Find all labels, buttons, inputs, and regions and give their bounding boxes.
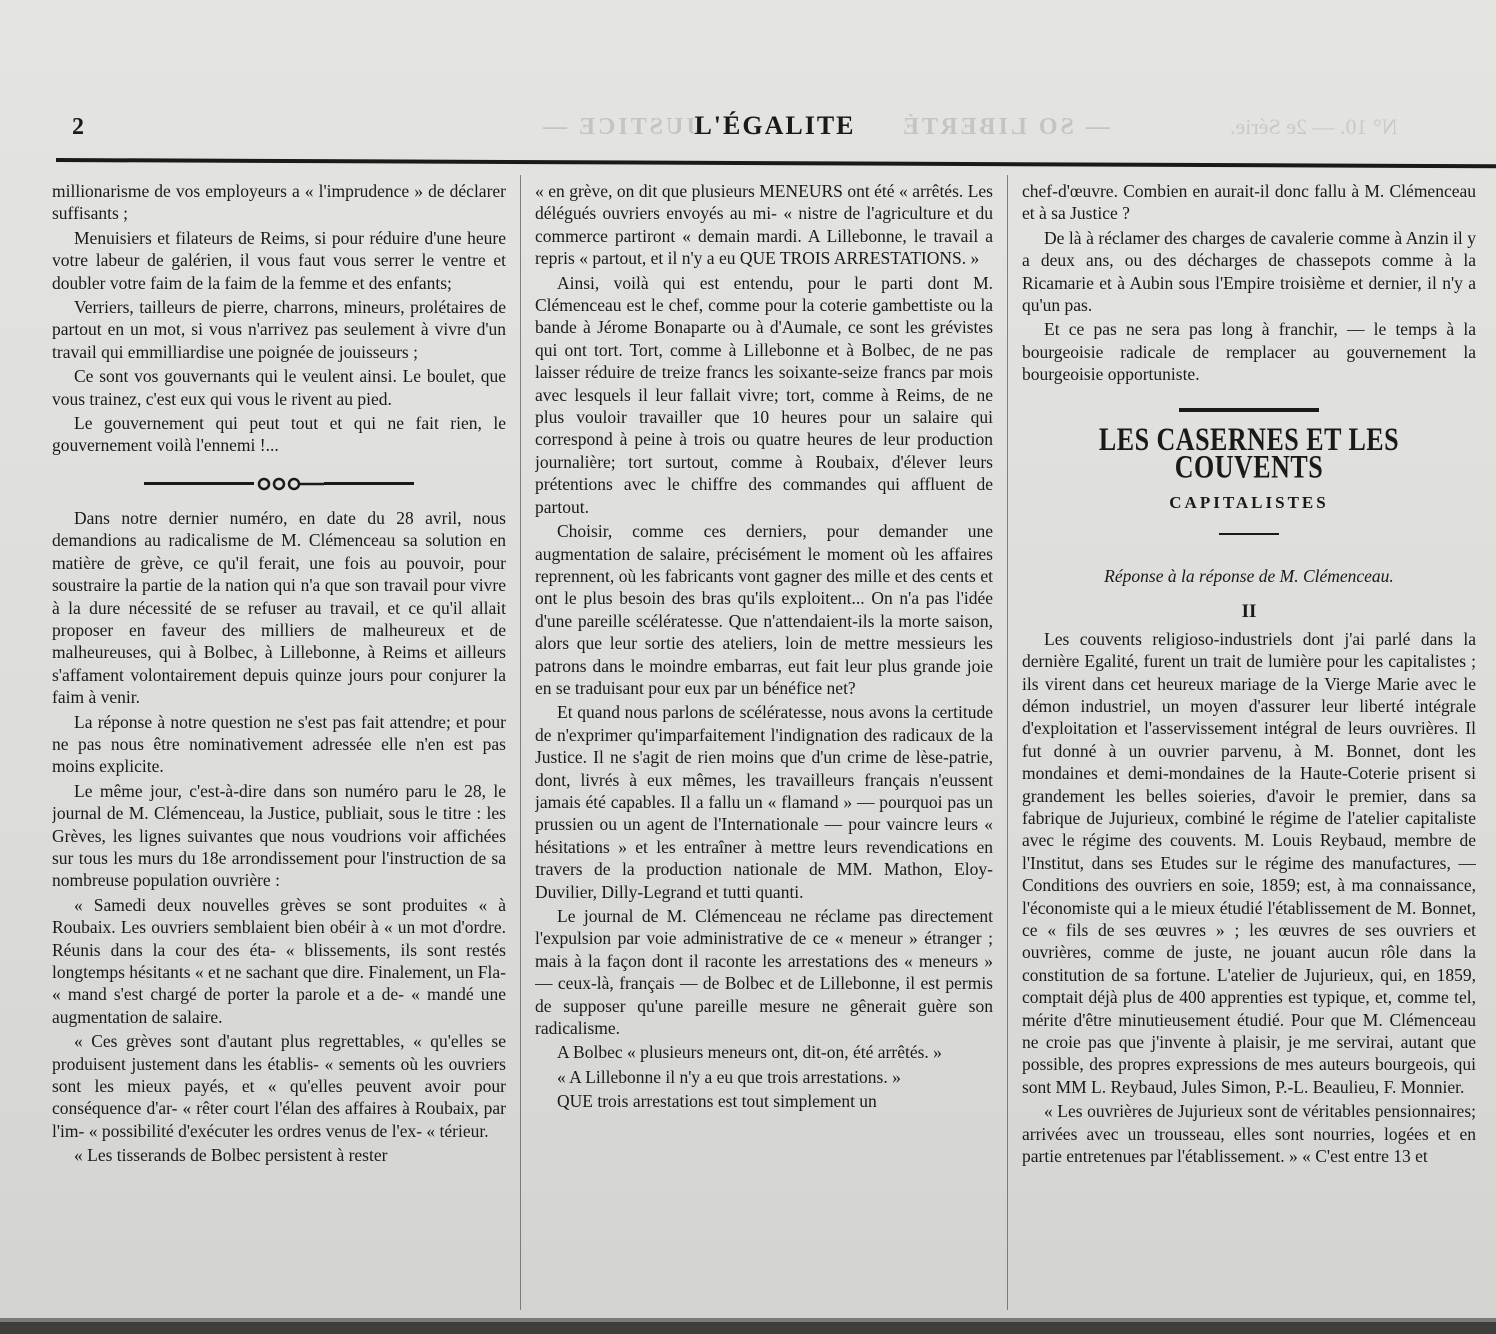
section-ornament [52, 477, 506, 491]
paragraph: Et ce pas ne sera pas long à franchir, — le temps à la bourgeoisie radicale de remplacer au gouvernement la bourgeoisie opportuniste. [1022, 319, 1476, 385]
quote-paragraph: « Les tisserands de Bolbec persistent à rester [74, 1145, 388, 1166]
header-rule [56, 158, 1496, 168]
paragraph: Choisir, comme ces derniers, pour demander une augmentation de salaire, précisément le moment où les affaires reprennent, où les fabricants vont gagner des mille et des cents et ont le plus besoin des bras qu'ils exploitent... On n'a pas l'idée d'une pareille scélératesse. Que n'attendaient-ils la morte saison, alors que leur sortie des ateliers, loin de mettre messieurs les patrons dans le moindre embarras, eut fait leur plus grande joie en se traduisant pour eux par un bénéfice net? [535, 521, 993, 698]
paragraph: De là à réclamer des charges de cavalerie comme à Anzin il y a deux ans, ou des décharges de chassepots comme à la Ricamarie et à Aubin sous l'Empire troisième et dernier, il n'y a qu'un pas. [1022, 227, 1476, 316]
paragraph: La réponse à notre question ne s'est pas fait attendre; et pour ne pas nous être nominativement adressée elle n'en est pas moins explicite. [52, 711, 506, 777]
show-through-text: JUSTICE — [540, 114, 699, 140]
page-number: 2 [72, 114, 84, 140]
headline-rule [1022, 533, 1476, 535]
quote-paragraph: « en grève, on dit que plusieurs MENEURS ont été « arrêtés. Les délégués ouvriers envoyés au mi- « nistre de l'agriculture et du commerce partiront « demain mardi. A Lillebonne, le travail a repris « partout, et il n'y a eu QUE TROIS ARRESTATIONS. » [535, 181, 993, 269]
column-3 [1022, 180, 1476, 1310]
paragraph: Le même jour, c'est-à-dire dans son numéro paru le 28, le journal de M. Clémenceau, la Justice, publiait, sous le titre : les Grèves, les lignes suivantes que nous voudrions voir affichées sur tous les murs du 18e arrondissement pour l'instruction de sa nombreuse population ouvrière : [52, 780, 506, 891]
show-through-text: — SO LIBERTÉ [900, 114, 1110, 140]
paragraph: Les couvents religioso-industriels dont j'ai parlé dans la dernière Egalité, furent un trait de lumière pour les capitalistes ; ils virent dans cet heureux mariage de la Vierge Marie avec le démon industriel, un moyen d'assurer leur liberté intégrale d'exploitation et l'asservissement intégral de leurs ouvrières. Il fut donné à un ouvrier parvenu, à M. Bonnet, dont les mondaines et demi-mondaines de la Haute-Coterie prisent si grandement les belles soieries, d'avoir le premier, dans sa fabrique de Jujurieux, combiné le régime de l'atelier capitaliste avec le régime des couvents. M. Louis Reybaud, membre de l'Institut, dans ses Etudes sur le régime des manufactures, — Conditions des ouvriers en soie, 1859; est, à ma connaissance, l'économiste qui a le mieux étudié l'établissement de M. Bonnet, ce « fils de ses œuvres » ; les œuvres de ses ouvriers et ouvrières, comme de juste, ne jouant aucun rôle dans la constitution de sa fortune. L'atelier de Jujurieux, qui, en 1859, comptait déjà plus de 400 apprenties est typique, et, comme tel, mérite d'être minutieusement étudié. Pour que M. Clémenceau ne croie pas que j'invente à plaisir, je me servirai, autant que possible, des propres expressions de mes auteurs bourgeois, qui sont MM L. Reybaud, Jules Simon, P.-L. Beaulieu, F. Monnier. [1022, 628, 1476, 1097]
paragraph: Le gouvernement qui peut tout et qui ne fait rien, le gouvernement voilà l'ennemi !... [52, 413, 506, 456]
paragraph: Ce sont vos gouvernants qui le veulent ainsi. Le boulet, que vous trainez, c'est eux qui vous le rivent au pied. [52, 366, 506, 409]
section-rule [1022, 408, 1476, 412]
paragraph: « Les ouvrières de Jujurieux sont de véritables pensionnaires; arrivées avec un trousseau, elles sont nourries, logées et en partie entretenues par l'établissement. » « C'est entre 13 et [1022, 1101, 1476, 1167]
paragraph: Dans notre dernier numéro, en date du 28 avril, nous demandions au radicalisme de M. Clémenceau sa solution en matière de grève, ce qu'il ferait, une fois au pouvoir, pour soustraire la partie de la nation qui n'a que son travail pour vivre à la dure nécessité de se refuser au travail, et ce qu'il allait proposer en faveur des milliers de malheureux et de malheureuses, qui à Bolbec, à Lillebonne, à Reims et ailleurs s'affament volontairement depuis quinze jours pour conjurer la faim à venir. [52, 507, 506, 708]
ornament-icon [254, 477, 324, 491]
section-number: II [1241, 601, 1257, 623]
paragraph: A Bolbec « plusieurs meneurs ont, dit-on, été arrêtés. » [557, 1042, 942, 1063]
paragraph: QUE trois arrestations est tout simplement un [557, 1091, 877, 1112]
article-subheadline: CAPITALISTES [1169, 493, 1329, 513]
paragraph: chef-d'œuvre. Combien en aurait-il donc fallu à M. Clémenceau et à sa Justice ? [1022, 181, 1476, 224]
paragraph: Ainsi, voilà qui est entendu, pour le parti dont M. Clémenceau est le chef, comme pour la coterie gambettiste ou la bande à Jérome Bonaparte ou à d'Aumale, ce sont les grévistes qui ont tort. Tort, comme à Lillebonne et à Bolbec, de ne pas laisser réduire de treize francs les soixante-seize francs par mois avec lesquels il leur fallait vivre; tort, comme à Reims, de ne plus vouloir travailler que 10 heures pour un salaire qui correspond à peine à trois ou quatre heures de leur production journalière; tort surtout, comme à Roubaix, d'élever leurs prétentions avec le chiffre des commandes qui affluent de partout. [535, 272, 993, 517]
quote-paragraph: « Ces grèves sont d'autant plus regrettables, « qu'elles se produisent justement dans les établis- « sements où les ouvriers sont les mieux payés, et « qu'elles peuvent avoir pour conséquence d'ar- « rêter court l'élan des affaires à Roubaix, par l'im- « possibilité d'exécuter les ordres venus de l'ex- « térieur. [52, 1031, 506, 1141]
column-1 [52, 180, 506, 1310]
paragraph: « A Lillebonne il n'y a eu que trois arrestations. » [557, 1066, 901, 1087]
show-through-text: N° 10. — 2e Série. [1230, 114, 1398, 139]
column-divider [1007, 175, 1008, 1310]
quote-paragraph: « Samedi deux nouvelles grèves se sont produites « à Roubaix. Les ouvriers semblaient bien obéir à « un mot d'ordre. Réunis dans la cour des éta- « blissements, ils sont restés longtemps hésitants « et ne sachant que dire. Finalement, un Fla- « mand s'est chargé de porter la parole et a de- « mandé une augmentation de salaire. [52, 894, 506, 1027]
paragraph: Le journal de M. Clémenceau ne réclame pas directement l'expulsion par voie administrative de ce « meneur » étranger ; mais à la façon dont il raconte les arrestations des « meneurs » — ceux-là, français — de Bolbec et de Lillebonne, il est permis de supposer qu'une pareille mesure ne gênerait guère son radicalisme. [535, 906, 993, 1039]
page-edge-shadow [0, 1322, 1496, 1334]
column-divider [520, 175, 521, 1310]
article-headline: LES CASERNES ET LES COUVENTS [1098, 421, 1400, 486]
paragraph: millionarisme de vos employeurs a « l'imprudence » de déclarer suffisants ; [52, 181, 506, 224]
paragraph: Menuisiers et filateurs de Reims, si pour réduire d'une heure votre labeur de galérien, il vous faut vous serrer le ventre et doubler votre faim de la faim de la femme et des enfants; [52, 227, 506, 293]
article-dek: Réponse à la réponse de M. Clémenceau. [1104, 565, 1394, 586]
paragraph: Verriers, tailleurs de pierre, charrons, mineurs, prolétaires de partout en un mot, si vous n'arrivez pas seulement à vivre d'un travail qui emmilliardise une poignée de jouisseurs ; [52, 297, 506, 362]
paragraph: Et quand nous parlons de scélératesse, nous avons la certitude de n'exprimer qu'imparfaitement l'indignation des radicaux de la Justice. Il ne s'agit de rien moins que d'un crime de lèse-patrie, dont, livrés à eux mêmes, les travailleurs français n'eussent jamais été capables. Il a fallu un « flamand » — pourquoi pas un prussien ou un agent de l'Internationale — pour vaincre leurs « hésitations » et les entraîner à mettre leurs revendications en travers de la production nationale de MM. Mathon, Eloy-Duvilier, Dilly-Legrand et tutti quanti. [535, 702, 993, 902]
newspaper-title: L'ÉGALITE [694, 111, 856, 140]
column-2 [535, 180, 993, 1310]
